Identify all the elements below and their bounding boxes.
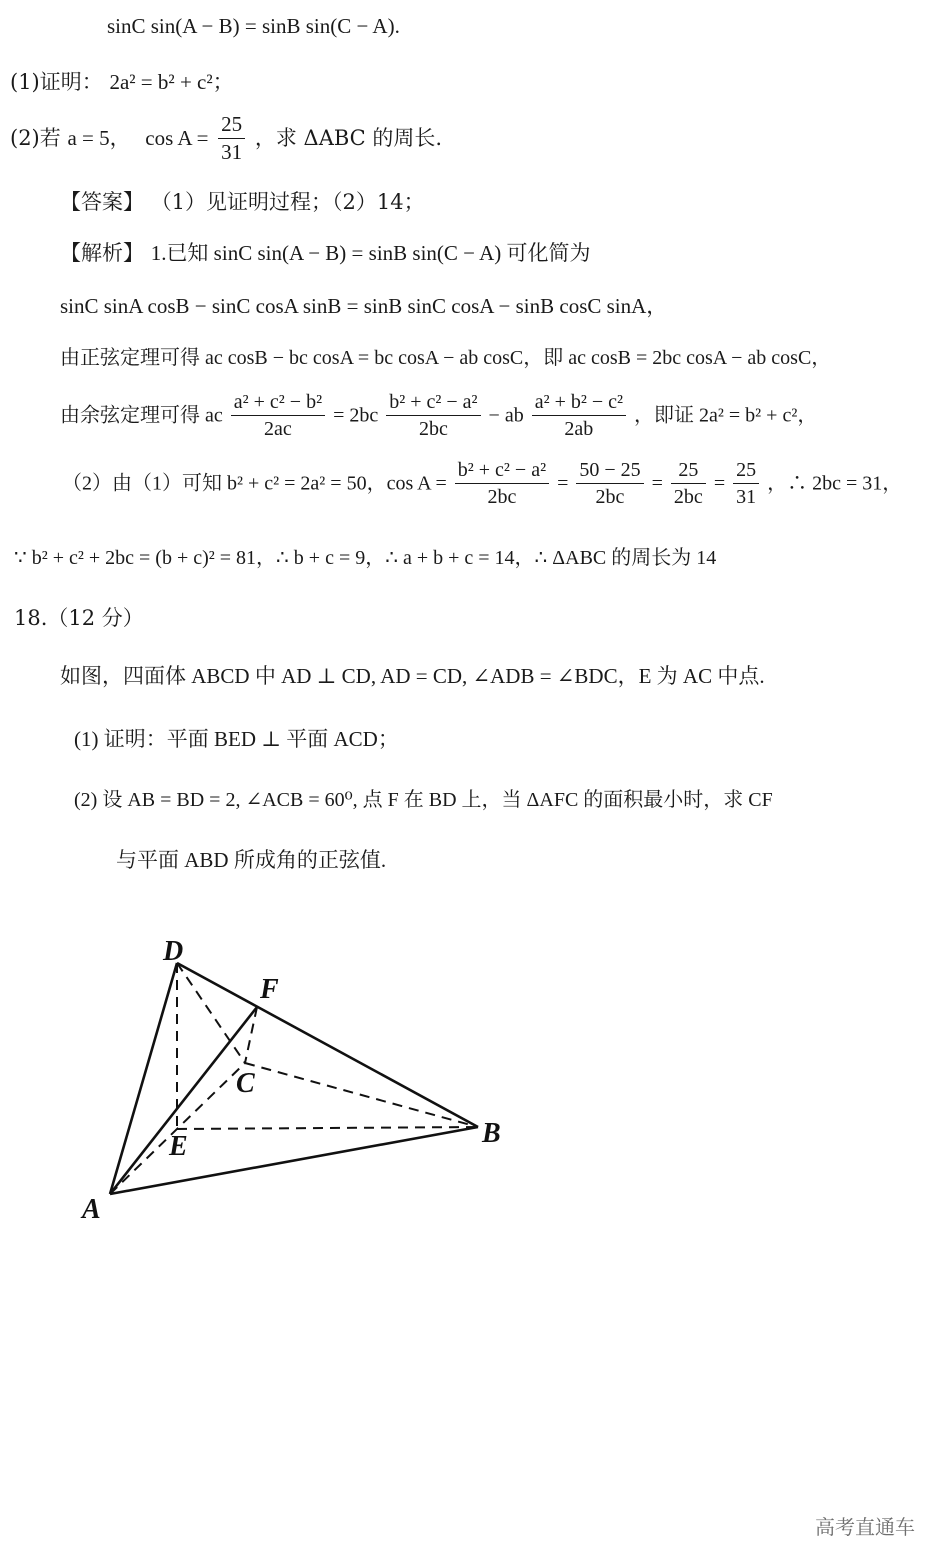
problem-18-part-1: (1) 证明：平面 BED ⊥ 平面 ACD； <box>74 727 399 751</box>
equals-sign: = <box>557 472 569 495</box>
problem-18-part-2-continued: 与平面 ABD 所成角的正弦值. <box>116 848 387 872</box>
eq4-fraction-4 <box>733 460 759 507</box>
question-2 <box>10 114 442 163</box>
point-label-E: E <box>169 1131 188 1162</box>
eq3-fraction-3 <box>532 392 626 439</box>
equation-line-given: sinC sin(A − B) = sinB sin(C − A). <box>107 14 400 38</box>
vertex-label-A: A <box>82 1194 101 1225</box>
vertex-label-B: B <box>482 1118 501 1149</box>
answer-label: 【答案】 <box>60 190 144 214</box>
segment-FC <box>245 1007 257 1063</box>
fraction-numerator: 25 <box>671 460 706 484</box>
edge-DC <box>177 963 245 1063</box>
vertex-label-F: F <box>260 974 279 1005</box>
problem-18-stem: 如图，四面体 ABCD 中 AD ⊥ CD, AD = CD, ∠ADB = ∠BDC，E 为 AC 中点. <box>60 664 765 688</box>
edge-DB <box>177 963 478 1127</box>
eq3-mid-1: = 2bc <box>333 404 379 427</box>
eq3-fraction-1 <box>231 392 325 439</box>
fraction-numerator: 25 <box>218 114 245 139</box>
edge-AB <box>110 1127 478 1194</box>
watermark-text: 高考直通车 <box>815 1515 915 1539</box>
fraction-denominator: 2bc <box>487 486 517 508</box>
analysis-label: 【解析】 <box>60 241 144 265</box>
equals-sign: = <box>651 472 663 495</box>
eq4-suffix: ，∴ 2bc = 31， <box>767 472 903 495</box>
edge-DA <box>110 963 177 1194</box>
answer-text: （1）见证明过程；（2）14； <box>150 190 425 214</box>
eq4-fraction-1 <box>455 460 549 507</box>
question-2-suffix: ，求 ΔABC 的周长. <box>254 126 443 150</box>
question-1-math: 2a² = b² + c²； <box>109 70 234 94</box>
fraction-denominator: 2ac <box>264 418 292 440</box>
eq4-fraction-3 <box>671 460 706 507</box>
segment-EB <box>177 1127 478 1129</box>
vertex-label-C: C <box>236 1068 255 1099</box>
eq3-suffix: ，即证 2a² = b² + c²， <box>634 404 818 427</box>
vertex-label-D: D <box>163 936 184 967</box>
fraction-denominator: 2bc <box>673 486 703 508</box>
eq4-fraction-2 <box>576 460 643 507</box>
fraction-denominator: 31 <box>736 486 757 508</box>
equation-line-2: 由正弦定理可得 ac cosB − bc cosA = bc cosA − ab cosC，即 ac cosB = 2bc cosA − ab cosC， <box>60 347 832 369</box>
equation-line-1: sinC sinA cosB − sinC cosA sinB = sinB sinC cosA − sinB cosC sinA， <box>60 294 668 318</box>
segment-AF <box>110 1007 257 1194</box>
fraction-denominator: 2bc <box>418 418 448 440</box>
eq3-mid-2: − ab <box>488 404 524 427</box>
fraction-denominator: 31 <box>221 140 243 164</box>
analysis-text: 1.已知 sinC sin(A − B) = sinB sin(C − A) 可化简为 <box>150 241 591 265</box>
equals-sign: = <box>713 472 726 495</box>
equation-line-4 <box>62 460 902 507</box>
edge-CB <box>245 1063 478 1127</box>
question-1 <box>10 72 234 93</box>
problem-18-part-2: (2) 设 AB = BD = 2, ∠ACB = 60⁰, 点 F 在 BD 上，当 ΔAFC 的面积最小时，求 CF <box>74 789 773 811</box>
fraction-denominator: 2ab <box>564 418 594 440</box>
eq3-fraction-2 <box>386 392 480 439</box>
solid-edges <box>110 963 478 1194</box>
dashed-edges <box>110 963 478 1194</box>
equation-line-5: ∵ b² + c² + 2bc = (b + c)² = 81，∴ b + c = 9，∴ a + b + c = 14，∴ ΔABC 的周长为 14 <box>14 547 717 569</box>
problem-18-title: 18.（12 分） <box>14 606 144 630</box>
fraction-numerator: a² + b² − c² <box>532 392 626 416</box>
question-2-prefix: (2)若 <box>10 126 61 150</box>
question-2-a: a = 5， <box>67 126 131 150</box>
question-2-cos: cos A = <box>145 126 209 150</box>
edge-AC <box>110 1063 245 1194</box>
fraction-numerator: b² + c² − a² <box>455 460 549 484</box>
fraction-numerator: 25 <box>733 460 759 484</box>
analysis-line <box>60 243 591 264</box>
fraction-numerator: 50 − 25 <box>576 460 643 484</box>
question-1-prefix: (1)证明： <box>10 70 103 94</box>
fraction-numerator: b² + c² − a² <box>386 392 480 416</box>
fraction-denominator: 2bc <box>595 486 625 508</box>
equation-line-3 <box>60 392 817 439</box>
question-2-fraction <box>218 114 245 163</box>
answer-line <box>60 192 425 213</box>
fraction-numerator: a² + c² − b² <box>231 392 325 416</box>
eq3-prefix: 由余弦定理可得 ac <box>60 404 223 427</box>
eq4-prefix: （2）由（1）可知 b² + c² = 2a² = 50，cos A = <box>62 472 447 495</box>
